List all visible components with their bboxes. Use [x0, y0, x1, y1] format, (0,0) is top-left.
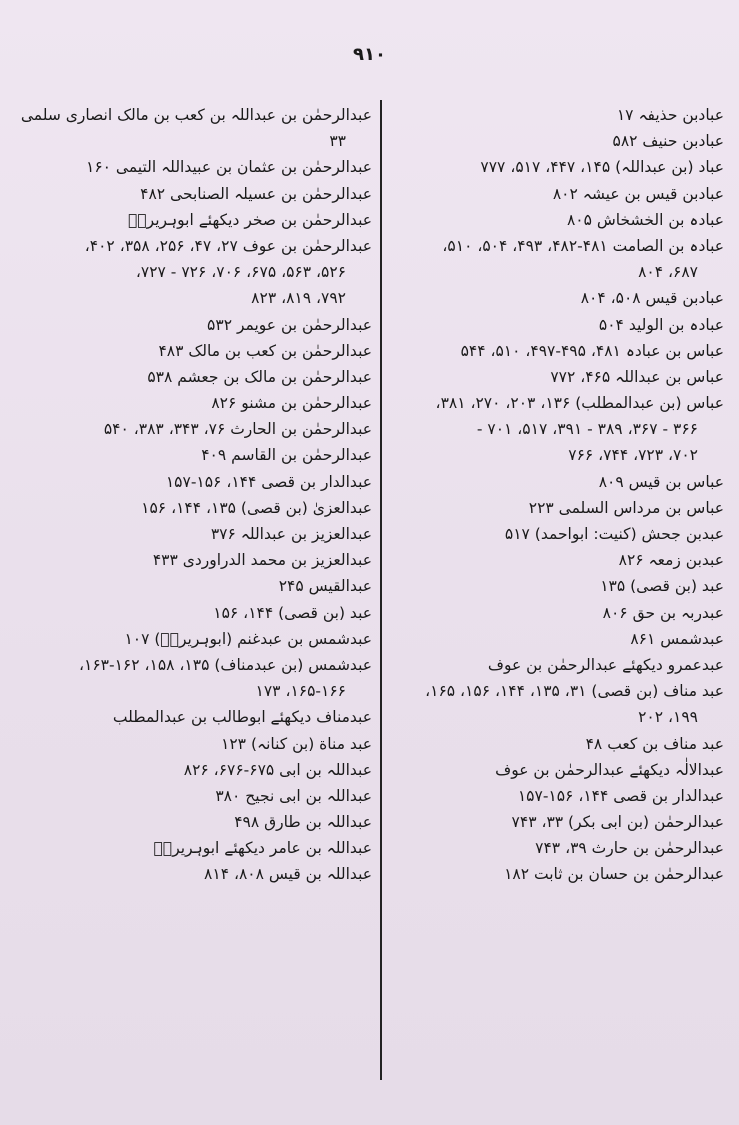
index-entry: عبادبن قیس بن عیشہ ۸۰۲: [552, 184, 724, 203]
index-entry: عبدالرحمٰن بن صخر دیکھئے ابوہریرہؓ: [128, 210, 372, 229]
index-entry: عبدمناف دیکھئے ابوطالب بن عبدالمطلب: [112, 708, 372, 727]
index-entry: عبدالعزیز بن محمد الدراوردی ۴۳۳: [152, 551, 372, 570]
index-entry: عبادہ بن الصامت ۴۸۱-۴۸۲، ۴۹۳، ۵۰۴، ۵۱۰،: [442, 236, 724, 255]
index-entry: عبدالرحمٰن بن کعب بن مالک ۴۸۳: [158, 341, 372, 360]
index-column-left: [14, 102, 372, 888]
index-entry: عباس بن عبادہ ۴۸۱، ۴۹۵-۴۹۷، ۵۱۰، ۵۴۴: [460, 341, 724, 360]
index-entry: عبداللہ بن ابی نجیح ۳۸۰: [215, 786, 372, 805]
index-entry: عبد مناف (بن قصی) ۳۱، ۱۳۵، ۱۴۴، ۱۵۶، ۱۶۵،: [425, 682, 724, 701]
index-entry: عبداللہ بن قیس ۸۰۸، ۸۱۴: [204, 865, 372, 884]
index-entry: عبدالرحمٰن بن الحارث ۷۶، ۳۴۳، ۳۸۳، ۵۴۰: [103, 420, 372, 439]
index-entry: عبادبن حنیف ۵۸۲: [612, 132, 724, 151]
index-entry: عبدالعزیز بن عبداللہ ۳۷۶: [210, 525, 372, 543]
index-entry: عبادہ بن الخشخاش ۸۰۵: [566, 210, 724, 229]
column-divider: [380, 100, 382, 1080]
index-entry: عبدالرحمٰن بن القاسم ۴۰۹: [201, 446, 372, 465]
page-number: ۹۱۰: [353, 44, 386, 65]
index-entry: عبداللہ بن عامر دیکھئے ابوہریرہؓ: [153, 839, 372, 858]
index-entry: عبادبن قیس ۵۰۸، ۸۰۴: [580, 289, 724, 308]
index-entry: عبادبن حذیفہ ۱۷: [616, 106, 724, 124]
index-entry: عبدشمس بن عبدغنم (ابوہریرہؓ) ۱۰۷: [124, 629, 372, 648]
index-entry: عباس (بن عبدالمطلب) ۱۳۶، ۲۰۳، ۲۷۰، ۳۸۱،: [435, 394, 724, 413]
index-column-right: [388, 102, 724, 888]
index-entry: عباس بن عبداللہ ۴۶۵، ۷۷۲: [550, 367, 724, 386]
index-entry-continuation: ۵۲۶، ۵۶۳، ۶۷۵، ۷۰۶، ۷۲۶ - ۷۲۷،: [135, 263, 346, 282]
index-entry: عبدالرحمٰن بن عویمر ۵۳۲: [207, 315, 372, 334]
index-entry: عبد (بن قصی) ۱۳۵: [600, 577, 724, 596]
index-entry: عبدالدار بن قصی ۱۴۴، ۱۵۶-۱۵۷: [165, 472, 372, 491]
index-entry-continuation: ۳۳: [329, 132, 346, 151]
index-entry: عبدالرحمٰن بن عوف ۲۷، ۴۷، ۲۵۶، ۳۵۸، ۴۰۲،: [84, 236, 372, 255]
index-entry: عبد (بن قصی) ۱۴۴، ۱۵۶: [213, 603, 372, 622]
index-entry: عبد مناف بن کعب ۴۸: [585, 734, 724, 753]
index-entry: عبدالدار بن قصی ۱۴۴، ۱۵۶-۱۵۷: [517, 786, 724, 805]
index-entry: عباد (بن عبداللہ) ۱۴۵، ۴۴۷، ۵۱۷، ۷۷۷: [480, 158, 724, 177]
index-entry: عبدبن زمعہ ۸۲۶: [618, 551, 724, 570]
index-entry: عبداللہ بن طارق ۴۹۸: [234, 813, 372, 832]
index-entry: عبدبن جحش (کنیت: ابواحمد) ۵۱۷: [504, 525, 724, 543]
index-entry: عبدشمس (بن عبدمناف) ۱۳۵، ۱۵۸، ۱۶۲-۱۶۳،: [78, 655, 372, 674]
index-entry: عبدالرحمٰن بن عبداللہ بن کعب بن مالک انصاری سلمی: [20, 106, 372, 124]
index-entry: عبدشمس ۸۶۱: [630, 629, 724, 648]
index-entry-continuation: ۷۰۲، ۷۲۳، ۷۴۴، ۷۶۶: [568, 446, 698, 465]
index-entry-continuation: ۳۶۶ - ۳۶۷، ۳۸۹ - ۳۹۱، ۵۱۷، ۷۰۱ -: [476, 420, 698, 439]
index-entry: عباس بن مرداس السلمی ۲۲۳: [528, 498, 724, 517]
index-entry-continuation: ۷۹۲، ۸۱۹، ۸۲۳: [251, 289, 346, 308]
index-entry: عبدالرحمٰن بن مالک بن جعشم ۵۳۸: [147, 367, 372, 386]
index-entry: عبدالرحمٰن (بن ابی بکر) ۳۳، ۷۴۳: [511, 813, 724, 832]
index-entry-continuation: ۱۹۹، ۲۰۲: [638, 708, 698, 727]
index-entry: عبدالرحمٰن بن مشنو ۸۲۶: [211, 394, 372, 413]
index-entry: عبدعمرو دیکھئے عبدالرحمٰن بن عوف: [487, 655, 724, 674]
index-entry: عبادہ بن الولید ۵۰۴: [598, 315, 724, 334]
index-entry-continuation: ۶۸۷، ۸۰۴: [638, 263, 698, 282]
index-entry: عبدالرحمٰن بن عثمان بن عبیداللہ التیمی ۱۶۰: [86, 158, 372, 177]
index-entry: عبدالعزیٰ (بن قصی) ۱۳۵، ۱۴۴، ۱۵۶: [141, 498, 372, 517]
index-entry: عبدالرحمٰن بن حسان بن ثابت ۱۸۲: [504, 865, 724, 884]
index-entry: عباس بن قیس ۸۰۹: [598, 472, 724, 491]
index-entry-continuation: ۱۶۵-۱۶۶، ۱۷۳: [255, 682, 346, 701]
index-entry: عبدالرحمٰن بن حارث ۳۹، ۷۴۳: [535, 839, 724, 858]
index-entry: عبدربہ بن حق ۸۰۶: [602, 603, 724, 622]
index-entry: عبداللہ بن ابی ۶۷۵-۶۷۶، ۸۲۶: [183, 760, 372, 779]
index-entry: عبدالرحمٰن بن عسیلہ الصنابحی ۴۸۲: [140, 184, 372, 203]
index-entry: عبدالالٰہ دیکھئے عبدالرحمٰن بن عوف: [495, 760, 724, 779]
index-entry: عبدالقیس ۲۴۵: [278, 577, 372, 596]
index-entry: عبد مناة (بن کنانہ) ۱۲۳: [221, 734, 372, 753]
